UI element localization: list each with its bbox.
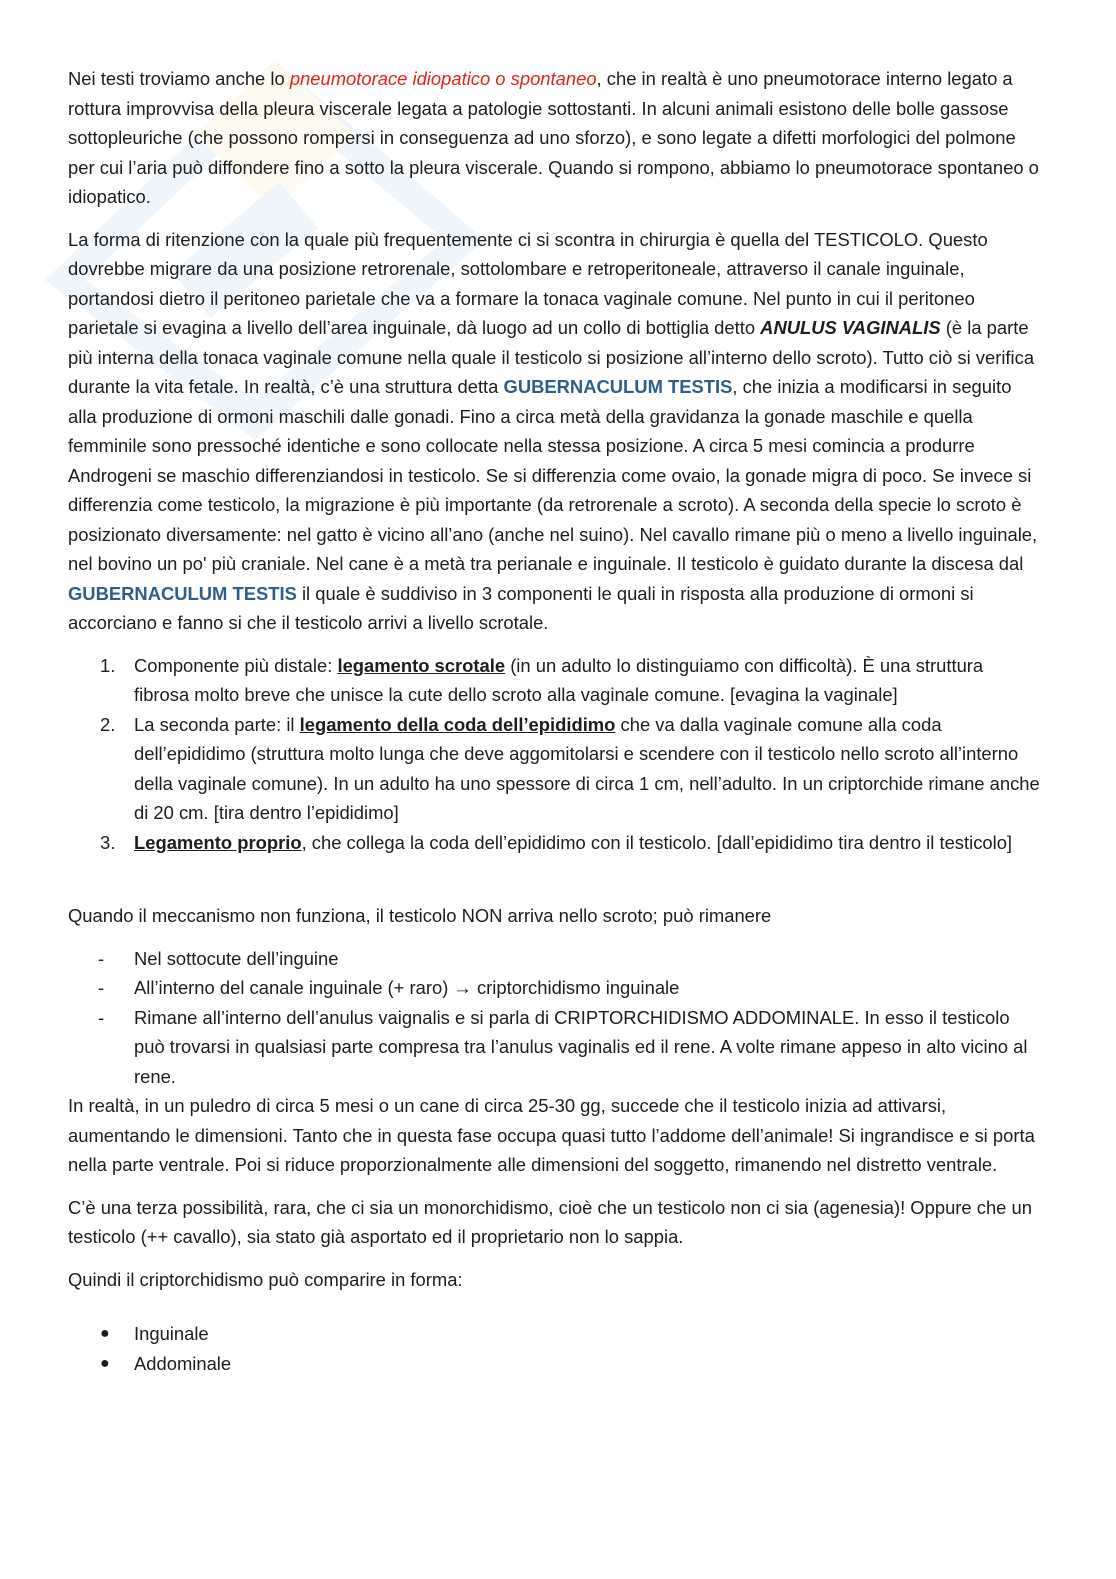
list-item [68, 944, 1043, 974]
document-page [68, 64, 1043, 1378]
text-run: Nel sottocute dell’inguine [134, 947, 339, 969]
term-gubernaculum-testis: GUBERNACULUM TESTIS [503, 376, 733, 397]
text-run: Nei testi troviamo anche lo [68, 68, 290, 89]
list-marker: - [98, 1006, 105, 1028]
list-marker: - [98, 977, 105, 998]
text-run: La seconda parte: il [134, 713, 300, 735]
list-marker: 3. [100, 831, 116, 853]
bullet-icon: ● [100, 1354, 110, 1372]
text-run: che va dalla vaginale comune alla coda dell’epididimo (struttura molto lunga che deve aggomitolarsi e scendere con il testicolo nello scroto all’interno della vaginale comune). In un adulto ha uno spessore di circa 1 cm, nell’adulto. In un criptorchide rimane anche di 20 cm. [tira dentro l’epididimo] [134, 713, 1040, 823]
list-item [68, 828, 1043, 858]
term-legamento-coda-epididimo: legamento della coda dell’epididimo [299, 713, 616, 735]
term-anulus-vaginalis: ANULUS VAGINALIS [760, 317, 941, 338]
text-run: , che collega la coda dell’epididimo con il testicolo. [dall’epididimo tira dentro il testicolo] [301, 831, 1013, 853]
text-run: Componente più distale: [134, 654, 338, 676]
list-item [68, 1349, 1043, 1379]
term-gubernaculum-testis: GUBERNACULUM TESTIS [68, 582, 297, 604]
list-marker: 1. [100, 654, 116, 676]
bullet-list-forms [68, 1319, 1043, 1378]
list-item [68, 973, 1043, 1003]
text-run: il quale è suddiviso in 3 componenti le quali in risposta alla produzione di ormoni si accorciano e fanno si che il testicolo arrivi a livello scrotale. [68, 582, 974, 633]
bullet-icon: ● [100, 1325, 110, 1342]
list-item [68, 710, 1043, 828]
text-run: Rimane all’interno dell’anulus vaignalis e si parla di CRIPTORCHIDISMO ADDOMINALE. In esso il testicolo può trovarsi in qualsiasi parte compresa tra l’anulus vaginalis ed il rene. A volte rimane appeso in alto vicino al rene. [134, 1006, 1028, 1087]
paragraph-puledro: In realtà, in un puledro di circa 5 mesi o un cane di circa 25-30 gg, succede che il testicolo inizia ad attivarsi, aumentando le dimensioni. Tanto che in questa fase occupa quasi tutto l’addome dell’animale! Si ingrandisce e si porta nella parte ventrale. Poi si riduce proporzionalmente alle dimensioni del soggetto, rimanendo nel distretto ventrale. [68, 1095, 1035, 1175]
text-run: , che inizia a modificarsi in seguito alla produzione di ormoni maschili dalle gonadi. Fino a circa metà della gravidanza la gonade maschile e quella femminile sono pressoché identiche e sono collocate nella stessa posizione. A circa 5 mesi comincia a produrre Androgeni se maschio differenziandosi in testicolo. Se si differenzia come ovaio, la gonade migra di poco. Se invece si differenzia come testicolo, la migrazione è più importante (da retrorenale a scroto). A seconda della specie lo scroto è posizionato diversamente: nel gatto è vicino all’ano (anche nel suino). Nel cavallo rimane più o meno a livello inguinale, nel bovino un po' più craniale. Nel cane è a metà tra perianale e inguinale. Il testicolo è guidato durante la discesa dal [68, 376, 1038, 574]
list-item [68, 1003, 1043, 1092]
term-legamento-scrotale: legamento scrotale [337, 654, 506, 676]
text-run: Inguinale [134, 1323, 209, 1344]
term-legamento-proprio: Legamento proprio [134, 831, 302, 853]
list-item [68, 1319, 1043, 1349]
text-run: La forma di ritenzione con la quale più frequentemente ci si scontra in chirurgia è quella del TESTICOLO. Questo dovrebbe migrare da una posizione retrorenale, sottolombare e retroperitoneale, attraverso il canale inguinale, portandosi dietro il peritoneo parietale che va a formare la tonaca vaginale comune. Nel punto in cui il peritoneo parietale si evagina a livello dell’area inguinale, dà luogo ad un collo di bottiglia detto [68, 228, 988, 338]
highlight-term: pneumotorace idiopatico o spontaneo [289, 68, 597, 89]
list-marker: 2. [100, 713, 116, 735]
text-run: , che in realtà è uno pneumotorace interno legato a rottura improvvisa della pleura viscerale legata a patologie sottostanti. In alcuni animali esistono delle bolle gassose sottopleuriche (che possono rompersi in conseguenza ad uno sforzo), e sono legate a difetti morfologici del polmone per cui l’aria può diffondere fino a sotto la pleura viscerale. Quando si rompono, abbiamo lo pneumotorace spontaneo o idiopatico. [68, 68, 1039, 207]
text-run: (è la parte più interna della tonaca vaginale comune nella quale il testicolo si posizione all’interno dello scroto). Tutto ciò si verifica durante la vita fetale. In realtà, c’è una struttura detta [68, 317, 1035, 397]
text-run: All’interno del canale inguinale (+ raro) → criptorchidismo inguinale [134, 977, 680, 998]
numbered-list-components [68, 651, 1043, 858]
paragraph-forma: Quindi il criptorchidismo può comparire in forma: [68, 1268, 463, 1290]
paragraph-pneumotorace [68, 64, 1043, 212]
list-marker: - [98, 947, 105, 969]
paragraph-meccanismo: Quando il meccanismo non funziona, il testicolo NON arriva nello scroto; può rimanere [68, 905, 772, 926]
paragraph-monorchidismo: C’è una terza possibilità, rara, che ci sia un monorchidismo, cioè che un testicolo non ci sia (agenesia)! Oppure che un testicolo (++ cavallo), sia stato già asportato ed il proprietario non lo sappia. [68, 1196, 1032, 1247]
dash-list-positions [68, 944, 1043, 1092]
text-run: Addominale [134, 1352, 232, 1374]
paragraph-testicolo [68, 225, 1043, 638]
text-run: (in un adulto lo distinguiamo con difficoltà). È una struttura fibrosa molto breve che unisce la cute dello scroto alla vaginale comune. [evagina la vaginale] [134, 654, 984, 705]
list-item [68, 651, 1043, 710]
